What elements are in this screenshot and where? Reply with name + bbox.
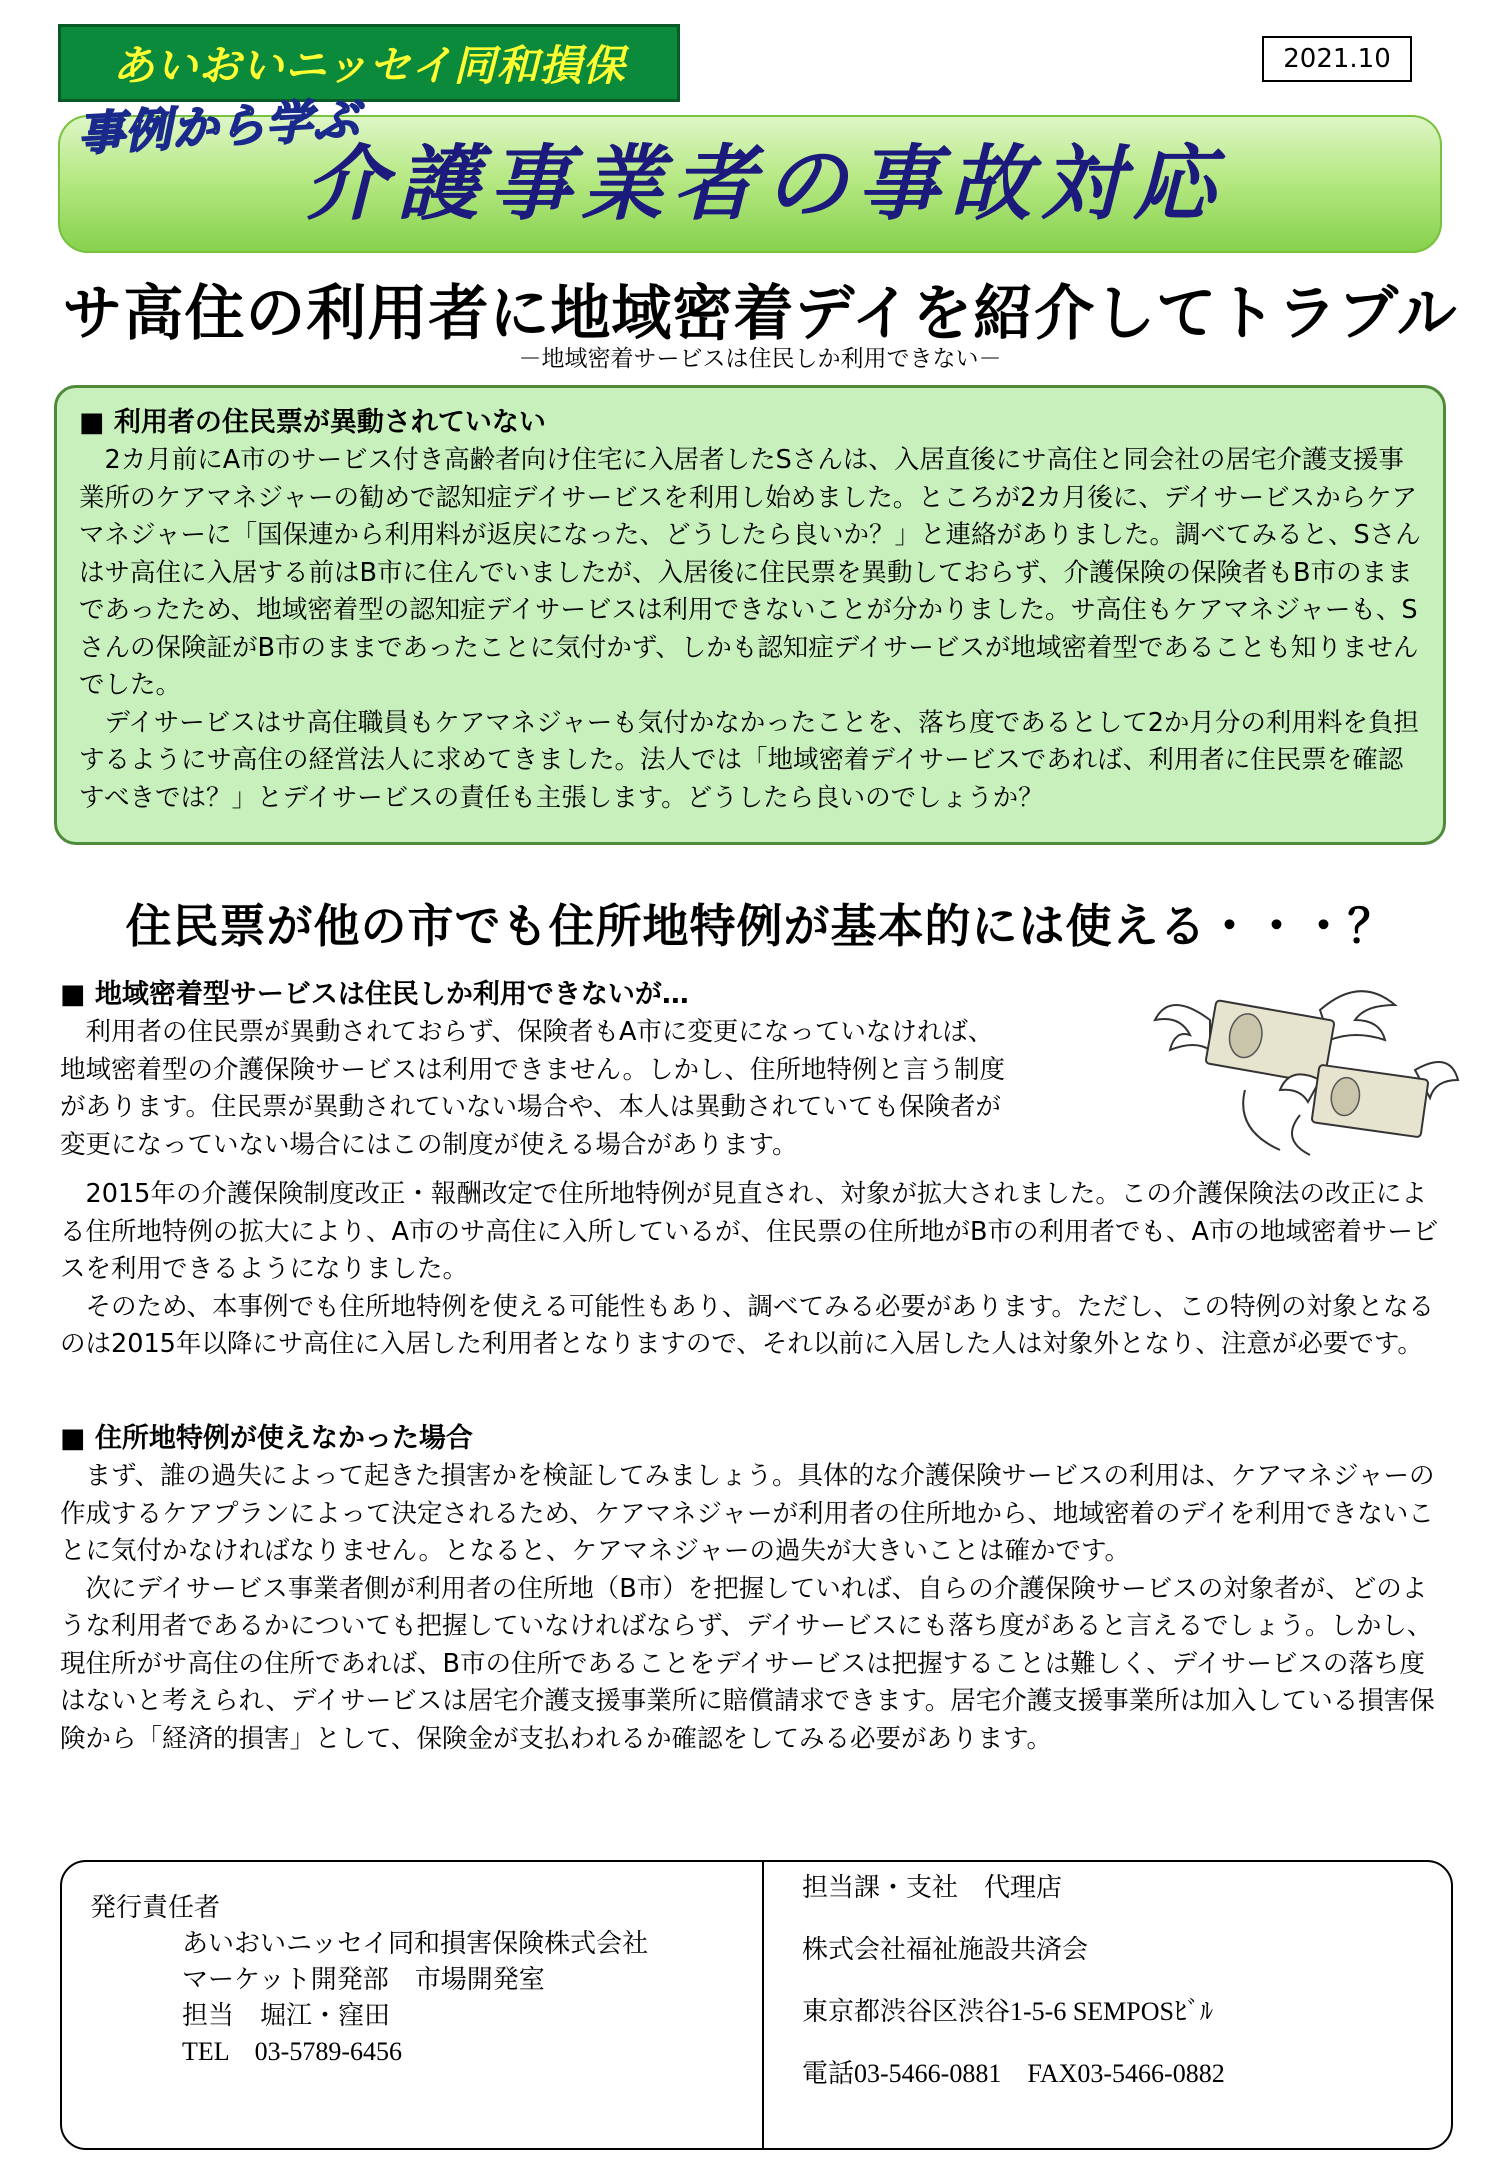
case-box bbox=[54, 385, 1446, 845]
part2-heading: ■ 住所地特例が使えなかった場合 bbox=[60, 1423, 473, 1454]
agent-info bbox=[802, 1870, 1225, 2118]
part1-line: があります。住民票が異動されていない場合や、本人は異動されていても保険者が bbox=[60, 1092, 1001, 1122]
case-paragraph: 2カ月前にA市のサービス付き高齢者向け住宅に入居者したSさんは、入居直後にサ高住と同会社の居宅介護支援事業所のケアマネジャーの勧めで認知症デイサービスを利用し始めました。ところが2カ月後に、デイサービスからケアマネジャーに「国保連から利用料が返戻になった、どうしたら良いか？」と連絡がありました。調べてみると、Sさんはサ高住に入居する前はB市に住んでいましたが、入居後に住民票を異動しておらず、介護保険の保険者もB市のままであったため、地域密着型の認知症デイサービスは利用できないことが分かりました。サ高住もケアマネジャーも、Sさんの保険証がB市のままであったことに気付かず、しかも認知症デイサービスが地域密着型であることも知りませんでした。 bbox=[79, 445, 1421, 700]
banner-subtitle: 事例から学ぶ bbox=[76, 92, 362, 161]
company-badge bbox=[58, 24, 680, 102]
publisher-department: マーケット開発部 市場開発室 bbox=[182, 1965, 545, 1994]
part2-paragraph: 次にデイサービス事業者側が利用者の住所地（B市）を把握していれば、自らの介護保険サービスの対象者が、どのような利用者であるかについても把握していなければならず、デイサービスにも落ち度があると言えるでしょう。しかし、現住所がサ高住の住所であれば、B市の住所であることをデイサービスは把握することは難しく、デイサービスの落ち度はないと考えられ、デイサービスは居宅介護支援事業所に賠償請求できます。居宅介護支援事業所は加入している損害保険から「経済的損害」として、保険金が支払われるか確認をしてみる必要があります。 bbox=[60, 1573, 1435, 1754]
company-name: あいおいニッセイ同和損保 bbox=[112, 41, 626, 90]
part1-body bbox=[60, 1176, 1450, 1364]
part1-paragraph: そのため、本事例でも住所地特例を使える可能性もあり、調べてみる必要があります。ただし、この特例の対象となるのは2015年以降にサ高住に入居した利用者となりますので、それ以前に入居した人は対象外となり、注意が必要です。 bbox=[60, 1291, 1434, 1359]
section-title: 住民票が他の市でも住所地特例が基本的には使える・・・？ bbox=[125, 899, 1395, 953]
footer-divider bbox=[762, 1862, 764, 2148]
publisher-info bbox=[90, 1890, 648, 2070]
publisher-contact: 担当 堀江・窪田 bbox=[182, 2001, 391, 2030]
case-paragraph: デイサービスはサ高住職員もケアマネジャーも気付かなかったことを、落ち度であるとして2か月分の利用料を負担するようにサ高住の経営法人に求めてきました。法人では「地域密着デイサービスであれば、利用者に住民票を確認すべきでは？」とデイサービスの責任も主張します。どうしたら良いのでしょうか？ bbox=[79, 707, 1419, 813]
footer-box bbox=[60, 1860, 1453, 2150]
part1-heading: ■ 地域密着型サービスは住民しか利用できないが… bbox=[60, 979, 689, 1010]
agent-company: 株式会社福祉施設共済会 bbox=[802, 1935, 1089, 1964]
agent-phone-fax: 電話03-5466-0881 FAX03-5466-0882 bbox=[802, 2059, 1225, 2088]
part1-line: 地域密着型の介護保険サービスは利用できません。しかし、住所地特例と言う制度 bbox=[60, 1054, 1006, 1085]
agent-label: 担当課・支社 代理店 bbox=[802, 1873, 1063, 1902]
article-subtitle: －地域密着サービスは住民しか利用できない－ bbox=[518, 346, 1002, 372]
article-title: サ高住の利用者に地域密着デイを紹介してトラブル bbox=[62, 279, 1458, 349]
banner-title: 介護事業者の事故対応 bbox=[305, 137, 1225, 232]
part1-intro bbox=[60, 976, 1140, 1164]
part1-paragraph: 2015年の介護保険制度改正・報酬改定で住所地特例が見直され、対象が拡大されました。この介護保険法の改正による住所地特例の拡大により、A市のサ高住に入所しているが、住民票の住所地がB市の利用者でも、A市の地域密着サービスを利用できるようになりました。 bbox=[60, 1179, 1439, 1284]
agent-address: 東京都渋谷区渋谷1-5-6 SEMPOSﾋﾞﾙ bbox=[802, 1997, 1213, 2026]
issue-date: 2021.10 bbox=[1262, 36, 1412, 82]
publisher-label: 発行責任者 bbox=[90, 1893, 221, 1922]
case-heading: ■ 利用者の住民票が異動されていない bbox=[79, 407, 546, 438]
publisher-company: あいおいニッセイ同和損害保険株式会社 bbox=[182, 1929, 649, 1958]
publisher-tel: TEL 03-5789-6456 bbox=[182, 2037, 402, 2066]
part1-line: 変更になっていない場合にはこの制度が使える場合があります。 bbox=[60, 1129, 798, 1160]
part2-paragraph: まず、誰の過失によって起きた損害かを検証してみましょう。具体的な介護保険サービスの利用は、ケアマネジャーの作成するケアプランによって決定されるため、ケアマネジャーが利用者の住所地から、地域密着のデイを利用できないことに気付かなければなりません。となると、ケアマネジャーの過失が大きいことは確かです。 bbox=[60, 1461, 1435, 1566]
part1-line: 利用者の住民票が異動されておらず、保険者もA市に変更になっていなければ、 bbox=[60, 1017, 994, 1047]
flying-money-icon bbox=[1150, 980, 1460, 1160]
part2-body bbox=[60, 1420, 1450, 1758]
